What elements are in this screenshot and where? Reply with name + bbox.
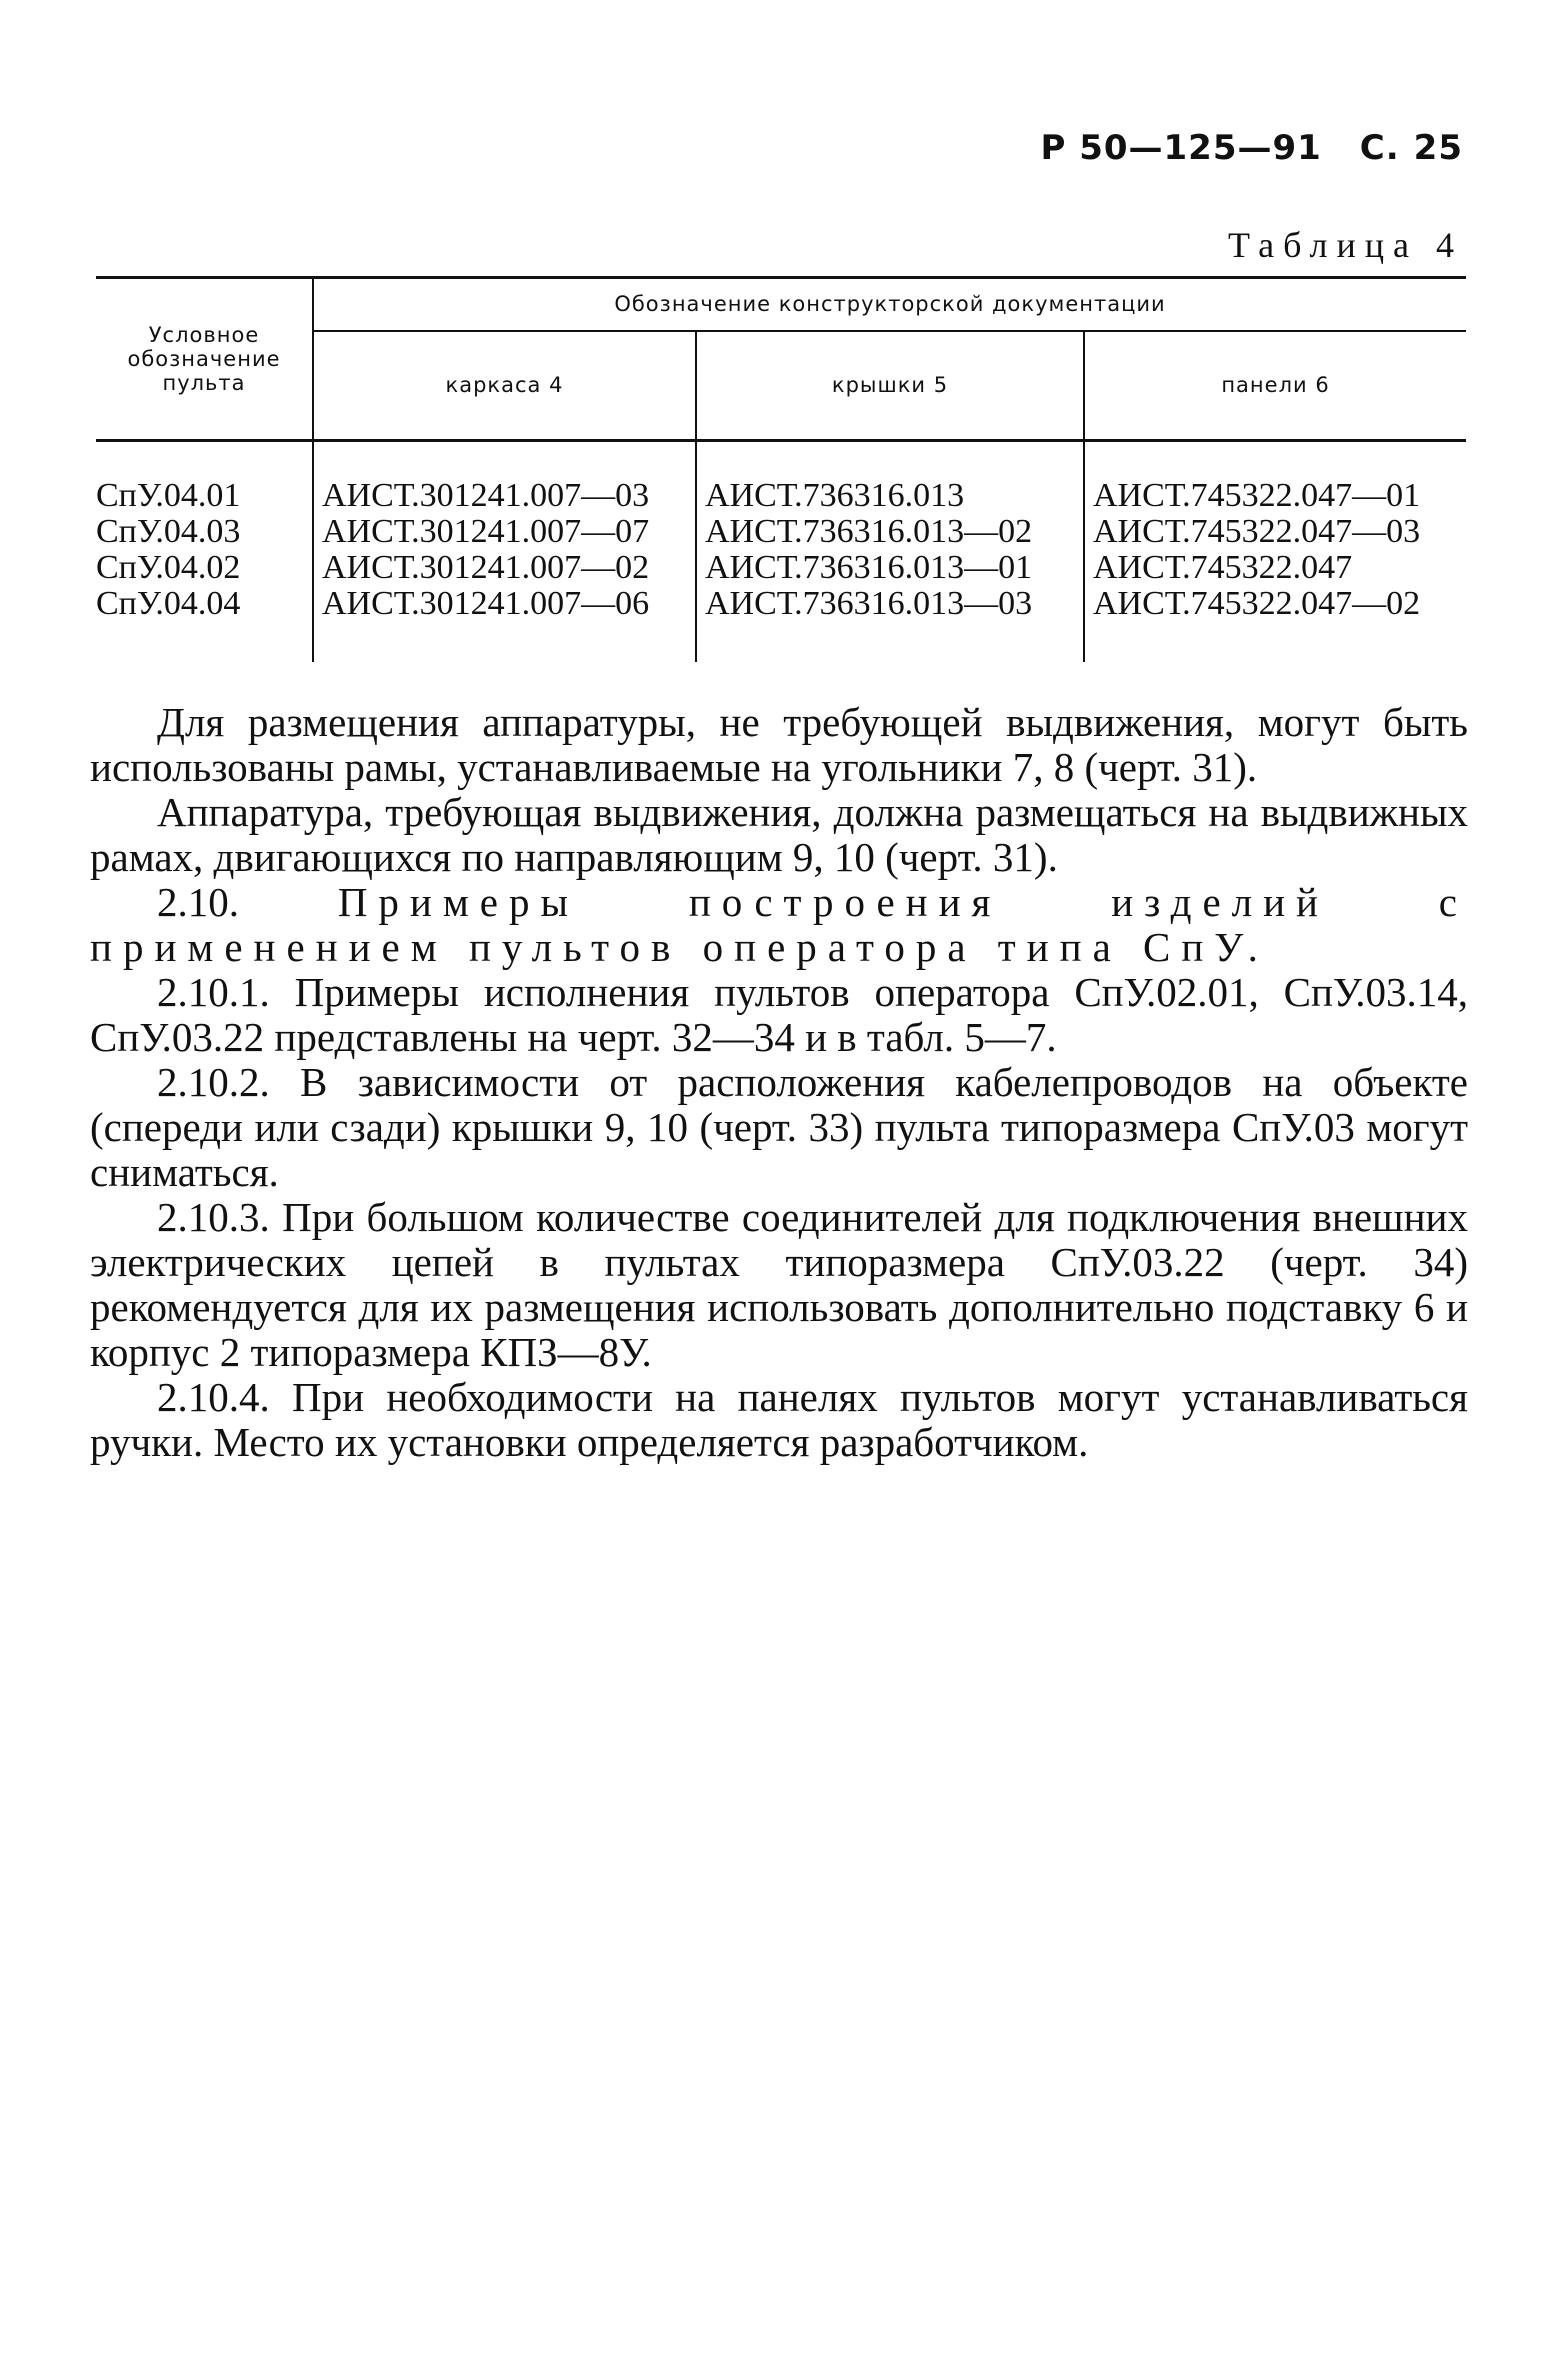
panel-doc-code: АИСТ.745322.047—03 [1084, 514, 1466, 550]
section-number: 2.10. [157, 879, 239, 925]
section-title: Примеры построения изделий с применением пультов оператора типа СпУ. [90, 879, 1468, 970]
console-designation: СпУ.04.02 [96, 549, 241, 586]
table-row [96, 550, 1466, 586]
table-row [96, 441, 1466, 515]
panel-doc-code: АИСТ.745322.047—02 [1084, 586, 1466, 662]
frame-doc-code: АИСТ.301241.007—02 [313, 550, 696, 586]
cover-doc-code: АИСТ.736316.013—02 [696, 514, 1084, 550]
page-number: 25 [1413, 128, 1463, 168]
paragraph-2-10-1: 2.10.1. Примеры исполнения пультов оператора СпУ.02.01, СпУ.03.14, СпУ.03.22 представлены на черт. 32—34 и в табл. 5—7. [90, 969, 1468, 1060]
table-row [96, 586, 1466, 662]
paragraph-2-10-4: 2.10.4. При необходимости на панелях пультов могут устанавливаться ручки. Место их установки определяется разработчиком. [90, 1374, 1468, 1465]
group-header: Обозначение конструкторской документации [313, 278, 1466, 331]
column-header-cover: крышки 5 [696, 331, 1084, 441]
frame-doc-code: АИСТ.301241.007—07 [313, 514, 696, 550]
table-caption: Таблица 4 [1228, 225, 1463, 265]
paragraph-sliding-frames: Аппаратура, требующая выдвижения, должна размещаться на выдвижных рамах, двигающихся по направляющим 9, 10 (черт. 31). [90, 789, 1468, 880]
table-row [96, 514, 1466, 550]
console-designation: СпУ.04.04 [96, 585, 241, 622]
cover-doc-code: АИСТ.736316.013—01 [696, 550, 1084, 586]
frame-doc-code: АИСТ.301241.007—03 [313, 441, 696, 515]
page-label: С. [1359, 128, 1400, 168]
cover-doc-code: АИСТ.736316.013 [696, 441, 1084, 515]
panel-doc-code: АИСТ.745322.047 [1084, 550, 1466, 586]
table-header-row [96, 278, 1466, 331]
column-header-frame: каркаса 4 [313, 331, 696, 441]
running-header [1040, 128, 1463, 168]
section-heading-2-10 [90, 880, 1468, 970]
standard-code: Р 50—125—91 [1040, 128, 1322, 168]
paragraph-frames-on-brackets: Для размещения аппаратуры, не требующей выдвижения, могут быть использованы рамы, устанавливаемые на угольники 7, 8 (черт. 31). [90, 699, 1468, 790]
panel-doc-code: АИСТ.745322.047—01 [1084, 441, 1466, 515]
column-header-panel: панели 6 [1084, 331, 1466, 441]
stub-header: Условное обозначение пульта [96, 278, 313, 441]
paragraph-2-10-3: 2.10.3. При большом количестве соединителей для подключения внешних электрических цепей в пультах типоразмера СпУ.03.22 (черт. 34) рекомендуется для их размещения использовать дополнительно подставку 6 и корпус 2 типоразмера КПЗ—8У. [90, 1194, 1468, 1375]
cover-doc-code: АИСТ.736316.013—03 [696, 586, 1084, 662]
body-text [90, 700, 1468, 1465]
documentation-table [96, 276, 1466, 662]
frame-doc-code: АИСТ.301241.007—06 [313, 586, 696, 662]
console-designation: СпУ.04.03 [96, 513, 241, 550]
console-designation: СпУ.04.01 [96, 477, 241, 514]
paragraph-2-10-2: 2.10.2. В зависимости от расположения кабелепроводов на объекте (спереди или сзади) крышки 9, 10 (черт. 33) пульта типоразмера СпУ.03 могут сниматься. [90, 1059, 1468, 1195]
